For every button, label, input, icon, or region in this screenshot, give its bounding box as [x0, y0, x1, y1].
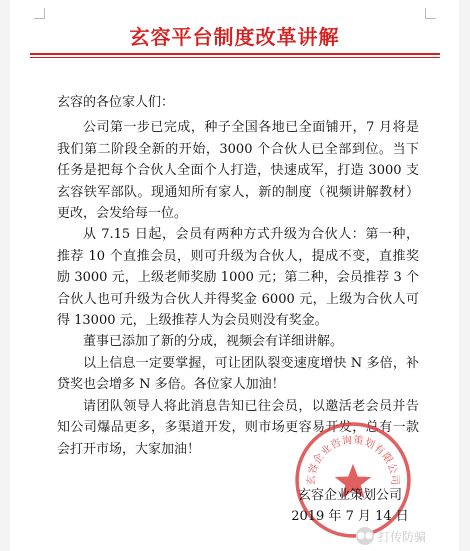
- signature-organization: 玄容企业策划公司: [297, 488, 402, 503]
- paragraph: 请团队领导人将此消息告知已往会员，以邀活老会员并告知公司爆品更多，多渠道开发，则市场更容易开发，总有一款会打开市场，大家加油！: [57, 398, 419, 457]
- document-title: 玄容平台制度改革讲解: [129, 25, 340, 49]
- paragraph: 公司第一步已完成，种子全国各地已全面铺开，7 月将是我们第二阶段全新的开始，3000 个合伙人已全部到位。当下任务是把每个合伙人全面个人打造，快速成军，打造 3000 支玄容铁军部队。现通知所有家人，新的制度（视频讲解教材）更改，会发给每一位。: [57, 120, 419, 222]
- signature-date: 2019 年 7 月 14 日: [291, 509, 409, 524]
- document-body: [57, 92, 419, 460]
- wechat-icon: ●●: [356, 527, 374, 545]
- margin-corner-mark: [425, 8, 436, 19]
- paragraph: 从 7.15 日起，会员有两种方式升级为合伙人：第一种，推荐 10 个直推会员，则可升级为合伙人，提成不变，直推奖励 3000 元，上级老师奖励 1000 元；第二种，会员推荐 3 个合伙人也可升级为合伙人并得奖金 6000 元，上级为合伙人可得 13000 元，上级推荐人为会员则没有奖金。: [57, 227, 419, 329]
- paragraph: 董事已添加了新的分成，视频会有详细讲解。: [83, 334, 344, 350]
- watermark: [356, 526, 426, 546]
- title-divider-thin: [30, 57, 440, 58]
- paragraph: 以上信息一定要掌握，可让团队裂变速度增快 N 多倍，补贷奖也会增多 N 多倍。各位家人加油！: [57, 355, 419, 393]
- greeting: 玄容的各位家人们：: [57, 95, 175, 110]
- margin-corner-mark: [34, 8, 45, 19]
- watermark-label: 打传防骗: [378, 529, 427, 544]
- seal-text: 玄容企业咨询策划有限公司: [306, 435, 400, 486]
- document-page: [10, 0, 459, 551]
- title-divider: [30, 53, 440, 55]
